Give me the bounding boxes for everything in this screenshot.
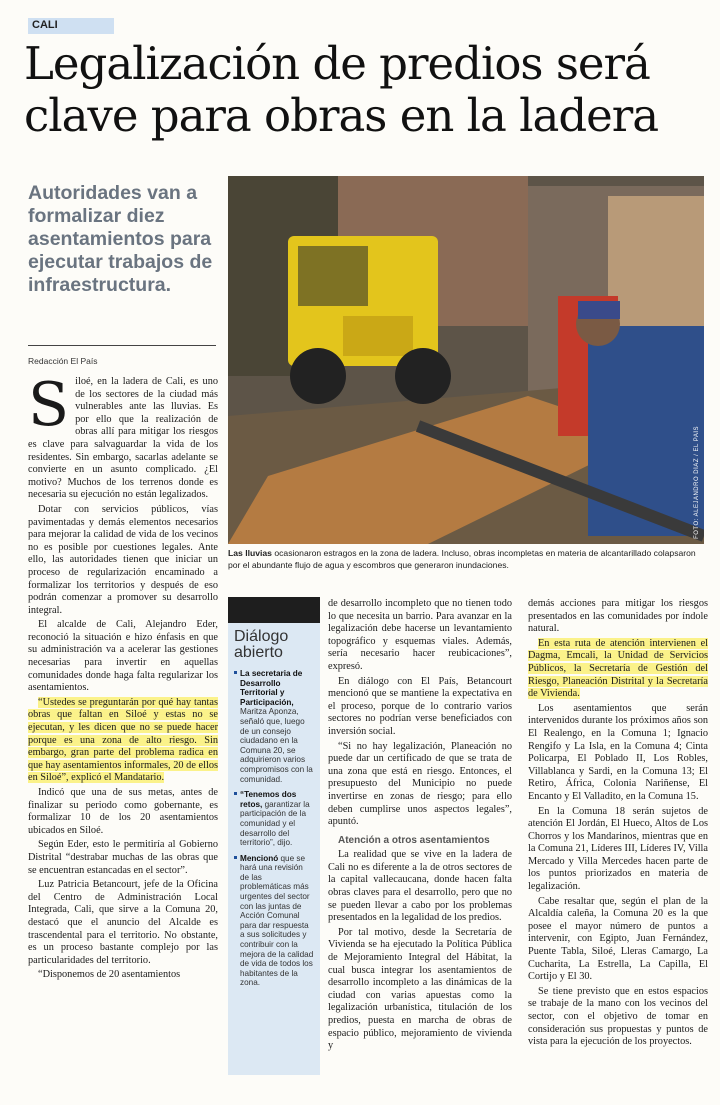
- sidebar-header-bar: [228, 597, 320, 623]
- sidebar-box: [228, 597, 320, 1075]
- headline: Legalización de predios será clave para obras en la ladera: [24, 37, 659, 142]
- sidebar-item: [234, 854, 314, 988]
- caption-text: ocasionaron estragos en la zona de ladera. Incluso, obras incompletas en materia de alcantarillado colapsaron por el abundante flujo de agua y escombros que generaron inundaciones.: [228, 548, 696, 570]
- sidebar-item-lead: La secretaria de Desarrollo Territorial y Participación,: [240, 669, 303, 707]
- paragraph: Se tiene previsto que en estos espacios se trabaje de la mano con los vecinos del sector, con el objetivo de tomar en consideración sus propuestas y puntos de vista para la ejecución de los proyectos.: [528, 985, 708, 1048]
- deck-divider: [28, 345, 216, 346]
- subheading: Atención a otros asentamientos: [338, 834, 490, 846]
- photo-caption: [228, 547, 704, 571]
- drop-cap: S: [28, 370, 70, 440]
- paragraph: de desarrollo incompleto que no tienen todo lo que necesita un barrio. Para avanzar en la legalización debe hacerse un levantamiento topográfico y esquemas viales. Además, sería necesario hacer reubicaciones”, expresó.: [328, 598, 512, 672]
- sidebar-item: [234, 669, 314, 784]
- article-column-3: [528, 598, 708, 1051]
- section-tag: CALI: [28, 18, 114, 34]
- sidebar-item-lead: “Tenemos dos retos,: [240, 790, 297, 809]
- paragraph: iloé, en la ladera de Cali, es uno de los sectores de la ciudad más vulnerables ante las lluvias. Es por ello que la realización de obras allí para mitigar los riesgos es clave para salvaguardar la vida de los residentes. Sin embargo, sacarlas adelante se convierte en un asunto complicado. ¿El motivo? Muchos de los terrenos donde es necesaria su ejecución no están legalizados.: [28, 376, 218, 501]
- byline: Redacción El País: [28, 356, 98, 366]
- sidebar-item-text: Maritza Aponza, señaló que, luego de un consejo ciudadano en la Comuna 20, se adquirieron varios compromisos con la comunidad.: [240, 707, 313, 784]
- loader-photo-illustration: [228, 176, 704, 544]
- paragraph: Cabe resaltar que, según el plan de la Alcaldía caleña, la Comuna 20 es la que posee el mayor número de puntos a intervenir, con Egipto, Juan Fernández, Puente Tabla, Siloé, Lleras Camargo, La Cucharita, La Estrella, La Capilla, El Cortijo y El 30.: [528, 895, 708, 983]
- paragraph: Por tal motivo, desde la Secretaría de Vivienda se ha ejecutado la Política Pública de Mejoramiento Integral del Hábitat, la cual busca integrar los asentamientos de desarrollo incompleto a las dinámicas de la ciudad con varias apuestas como la legalización urbanística, titulación de los predios, puesta en marcha de obras de espacio público, mejoramiento de vivienda y: [328, 926, 512, 1052]
- photo-credit: FOTO: ALEJANDRO DÍAZ / EL PAÍS: [694, 426, 700, 539]
- paragraph: Indicó que una de sus metas, antes de finalizar su periodo como gobernante, es formalizar 10 de los 20 asentamientos ubicados en Siloé.: [28, 787, 218, 836]
- article-column-1: [28, 370, 218, 984]
- paragraph: demás acciones para mitigar los riesgos presentados en las comunidades por índole natural.: [528, 598, 708, 635]
- highlighted-text: En esta ruta de atención intervienen el Dagma, Emcali, la Unidad de Servicios Públicos, la Secretaría de Gestión del Riesgo, Planeación Distrital y la Secretaría de Vivienda.: [528, 637, 708, 700]
- sidebar-item-lead: Mencionó: [240, 853, 279, 863]
- paragraph-highlighted: [528, 638, 708, 701]
- paragraph-highlighted: [28, 697, 218, 785]
- paragraph: Luz Patricia Betancourt, jefe de la Oficina del Centro de Administración Local Integrada, Cali, que sirve a la Comuna 20, destacó que el anuncio del Alcalde es trascendental para el territorio. No obstante, es un proceso bastante complejo por las particularidades del territorio.: [28, 879, 218, 966]
- sidebar-item-text: garantizar la participación de la comunidad y el desarrollo del territorio”, dijo.: [240, 799, 310, 848]
- article-photo: [228, 176, 704, 544]
- paragraph: “Disponemos de 20 asentamientos: [38, 969, 181, 981]
- sidebar-item: [234, 790, 314, 848]
- paragraph: “Si no hay legalización, Planeación no puede dar un certificado de que se trata de una zona que está en riesgo. Entonces, el presupuesto del Municipio no puede invertirse en zonas de riesgo; para ello deben cumplirse unos aspectos legales”, apuntó.: [328, 740, 512, 828]
- paragraph: Según Eder, esto le permitiría al Gobierno Distrital “destrabar muchas de las obras que se encuentran estancadas en el sector”.: [28, 839, 218, 876]
- caption-lead: Las lluvias: [228, 548, 272, 558]
- article-column-2: [328, 598, 512, 1055]
- paragraph: Dotar con servicios públicos, vías pavimentadas y demás elementos necesarios para mejorar la calidad de vida de los vecinos no es posible por cuestiones legales. Ante ello, las autoridades tienen que iniciar un proceso de regularización encaminado a formalizar los territorios y después de eso podrán comenzar a promover su desarrollo integral.: [28, 503, 218, 616]
- paragraph: La realidad que se vive en la ladera de Cali no es diferente a la de otros sectores de la capital vallecaucana, donde hacen falta obras claves para el desarrollo, pero que no se pueden llevar a cabo por los problemas presentados en la legalidad de los predios.: [328, 849, 512, 924]
- paragraph: El alcalde de Cali, Alejandro Eder, reconoció la situación e hizo énfasis en que su administración va a acelerar las gestiones necesarias para invertir en aquellas comunidades donde haga falta regularizar los asentamientos.: [28, 619, 218, 694]
- deck-subtitle: Autoridades van a formalizar diez asentamientos para ejecutar trabajos de infraestructura.: [28, 182, 213, 296]
- paragraph: En diálogo con El País, Betancourt mencionó que se mantiene la expectativa en el proceso, porque de lo contrario varios sectores no podrían verse beneficiados con inversión social.: [328, 675, 512, 737]
- paragraph: Los asentamientos que serán intervenidos durante los próximos años son El Realengo, en la Comuna 1; Ignacio Rengifo y La Isla, en la Comuna 4; Cinta Policarpa, El Poblado II, Los Robles, Villablanca y Sardi, en la Comuna 13; El Retiro, África, Colonia Nariñense, El Encanto y El Valladito, en la Comuna 15.: [528, 702, 708, 802]
- highlighted-quote: “Ustedes se preguntarán por qué hay tantas obras que faltan en Siloé y estas no se ejecutan, y les dicen que no se puede hacer porque es una zona de alto riesgo. Sin embargo, gran parte del problema radica en que hay asentamientos informales, 20 de ellos en Siloé”, explicó el Mandatario.: [28, 696, 218, 784]
- sidebar-title: Diálogo abierto: [234, 628, 289, 661]
- sidebar-item-text: que se hará una revisión de las problemáticas más urgentes del sector con las juntas de Acción Comunal para dar respuesta a sus solicitudes y contribuir con la mejora de la calidad de vida de todos los habitantes de la zona.: [240, 853, 314, 988]
- paragraph: En la Comuna 18 serán sujetos de atención El Jordán, El Hueco, Altos de Los Chorros y los Mandarinos, mientras que en la Comuna 21, Líderes III, Líderes IV, Villa Mercado y Villa Mercedes hacen parte de los puntos priorizados en materia de legalización.: [528, 805, 708, 893]
